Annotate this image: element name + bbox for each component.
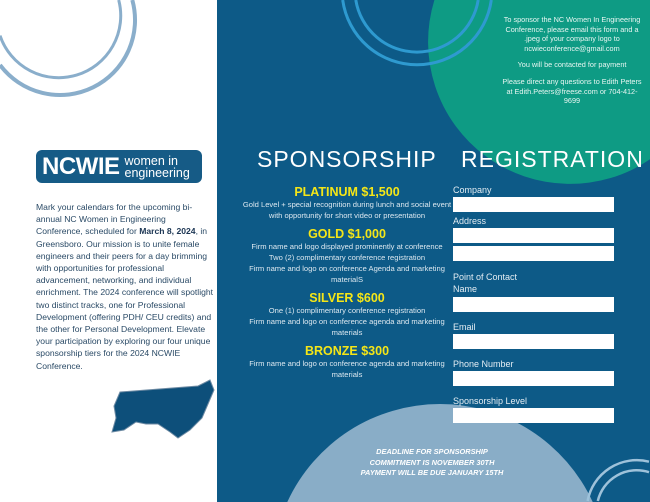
tier-benefit: Firm name and logo displayed prominently at conference	[251, 242, 443, 251]
tier-name: BRONZE $300	[304, 344, 390, 358]
company-field[interactable]	[453, 197, 614, 212]
intro-paragraph: Mark your calendars for the upcoming bi-annual NC Women in Engineering Conference, scheduled for March 8, 2024, in Greensboro. Our mission is to unite female engineers and their peers for a day brimming with opportunities for professional advancement, networking, and individual enrichment. The 2024 conference will spotlight two distinct tracks, one for Professional Development (offering PDH/ CEU credits) and the other for Personal Development. Elevate your participation by exploring our four unique sponsorship tiers for the 2024 NCWIE Conference.	[36, 202, 214, 371]
registration-form	[453, 183, 618, 433]
email-label: Email	[453, 322, 476, 332]
sponsorship-level-field[interactable]	[453, 408, 614, 423]
sponsorship-title: SPONSORSHIP	[257, 146, 437, 172]
contact-instructions: To sponsor the NC Women In Engineering Conference, please email this form and a .jpeg of your company logo to ncwieconference@gmail.com	[503, 15, 641, 53]
sponsorship-level-label: Sponsorship Level	[453, 396, 528, 406]
address-field-line2[interactable]	[453, 246, 614, 261]
registration-title: REGISTRATION	[461, 146, 644, 172]
contact-name-field[interactable]	[453, 297, 614, 312]
left-panel	[0, 0, 217, 502]
phone-label: Phone Number	[453, 359, 514, 369]
tier-benefit: Firm name and logo on conference agenda and marketing materials	[249, 359, 445, 379]
tier-benefit: Two (2) complimentary conference registration	[268, 253, 426, 262]
right-panel	[217, 0, 650, 502]
company-label: Company	[453, 185, 492, 195]
contact-name-label: Point of Contact Name	[453, 272, 518, 294]
tier-benefit: One (1) complimentary conference registration	[268, 306, 426, 315]
phone-field[interactable]	[453, 371, 614, 386]
ncwie-logo	[36, 150, 202, 183]
tier-benefit: Gold Level + special recognition during lunch and social event with opportunity for short video or presentation	[242, 200, 452, 220]
questions-contact: Please direct any questions to Edith Peters at Edith.Peters@freese.com or 704-412-9699	[502, 76, 642, 106]
tier-benefit: Firm name and logo on conference agenda and marketing materials	[249, 317, 445, 337]
address-field-line1[interactable]	[453, 228, 614, 243]
sponsorship-tiers	[237, 185, 457, 380]
deadline-notice: DEADLINE FOR SPONSORSHIP COMMITMENT IS NOVEMBER 30TH PAYMENT WILL BE DUE JANUARY 15TH	[360, 447, 504, 478]
decorative-arcs	[0, 0, 217, 140]
tier-name: GOLD $1,000	[308, 227, 386, 241]
address-label: Address	[453, 216, 487, 226]
tier-name: PLATINUM $1,500	[294, 185, 400, 199]
tier-name: SILVER $600	[309, 291, 385, 305]
logo-tagline: women in engineering	[124, 153, 190, 180]
contact-info	[502, 15, 642, 106]
north-carolina-map	[110, 378, 218, 446]
email-field[interactable]	[453, 334, 614, 349]
tier-benefit: Firm name and logo on conference Agenda and marketing materialS	[249, 264, 445, 284]
payment-note: You will be contacted for payment	[517, 60, 627, 70]
logo-text: NCWIE	[42, 152, 120, 180]
